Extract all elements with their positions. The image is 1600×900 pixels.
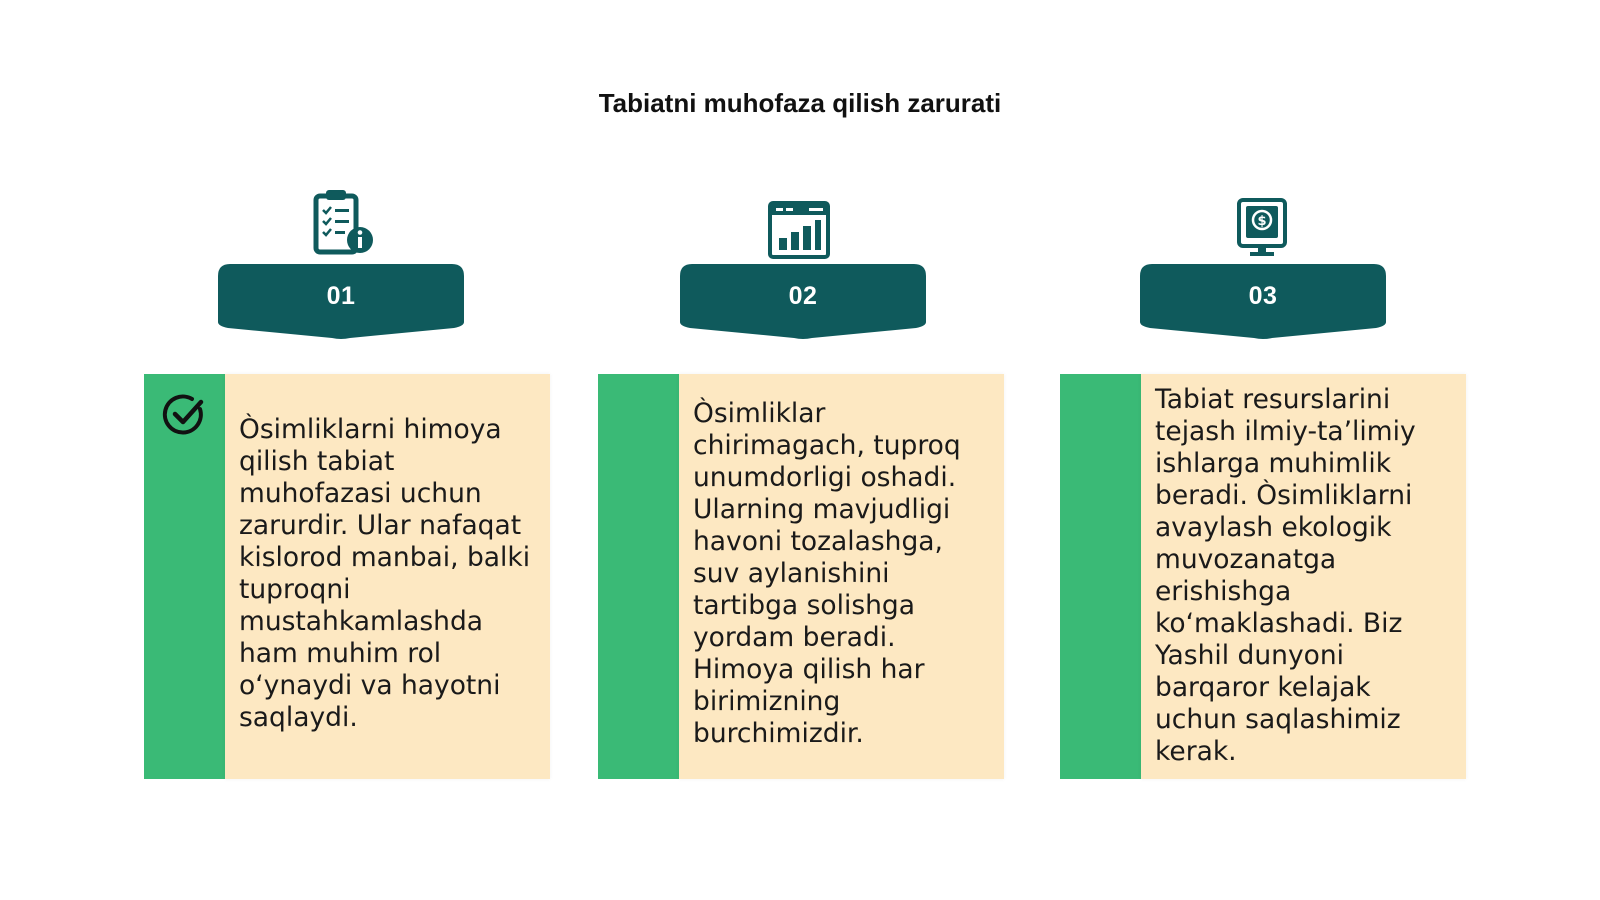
step-number: 02 xyxy=(788,282,818,310)
step-text: Òsimliklar chirimagach, tuproq unumdorligi oshadi. Ularning mavjudligi havoni tozalashga, suv aylanishini tartibga solishga yordam beradi. Himoya qilish har birimizning burchimizdir. xyxy=(693,398,961,749)
card-body xyxy=(1141,374,1466,779)
step-text: Òsimliklarni himoya qilish tabiat muhofazasi uchun zarurdir. Ular nafaqat kislorod manbai, balki tuproqni mustahkamlashda ham muhim rol o‘ynaydi va hayotni saqlaydi. xyxy=(239,414,531,733)
card-accent-bar xyxy=(144,374,225,779)
clipboard-checklist-info-icon xyxy=(310,188,380,258)
step-number: 01 xyxy=(326,282,356,310)
card-body xyxy=(225,374,550,779)
step-badge-01 xyxy=(218,264,464,344)
svg-text:$: $ xyxy=(1257,214,1267,229)
check-circle-icon xyxy=(162,392,208,438)
card-accent-bar xyxy=(1060,374,1141,779)
card-body xyxy=(679,374,1004,779)
step-badge-02 xyxy=(680,264,926,344)
step-card-03 xyxy=(1060,374,1466,779)
page-title: Tabiatni muhofaza qilish zarurati xyxy=(598,88,1002,118)
step-card-01 xyxy=(144,374,550,779)
card-accent-bar xyxy=(598,374,679,779)
monitor-dollar-icon xyxy=(1234,198,1290,258)
step-number: 03 xyxy=(1248,282,1278,310)
step-card-02 xyxy=(598,374,1004,779)
browser-bar-chart-icon xyxy=(767,200,831,260)
step-text: Tabiat resurslarini tejash ilmiy-ta’limiy ishlarga muhimlik beradi. Òsimliklarni avaylash ekologik muvozanatga erishishga ko‘maklashadi. Biz Yashil dunyoni barqaror kelajak uchun saqlashimiz kerak. xyxy=(1155,384,1416,767)
step-badge-03 xyxy=(1140,264,1386,344)
